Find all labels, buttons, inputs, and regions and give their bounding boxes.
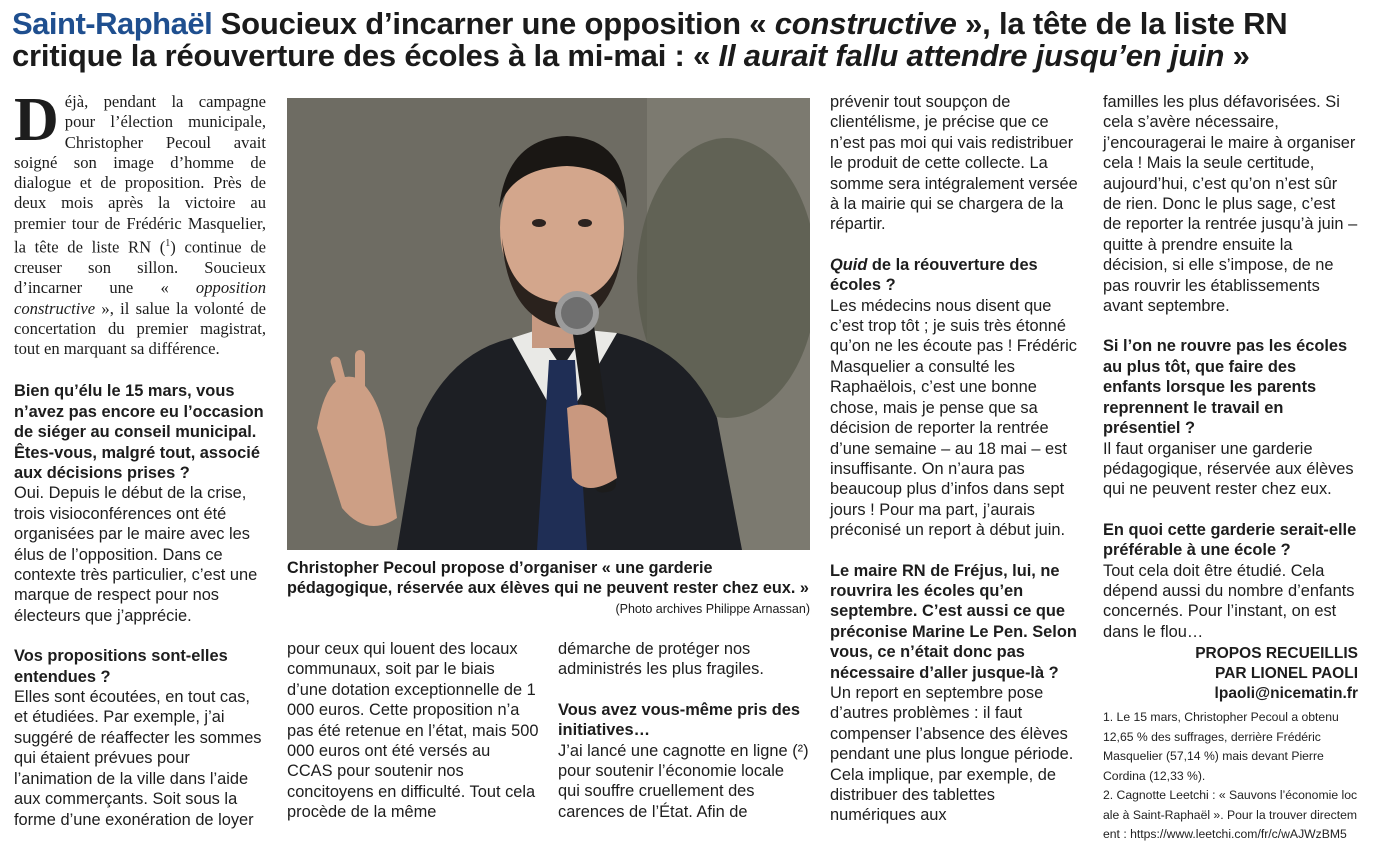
signature-email[interactable]: lpaoli@nicematin.fr [1214, 685, 1358, 703]
headline-text-2: », la tête de la liste RN critique la réouverture des écoles à la mi-mai : « [12, 6, 1288, 73]
question-5: Le maire RN de Fréjus, lui, ne rouvrira les écoles qu’en septembre. C’est aussi ce que préconise Marine Le Pen. Selon vous, ce n’était donc pas nécessaire d’aller jusque-là ? [830, 561, 1077, 682]
question-7: En quoi cette garderie serait-elle préférable à une école ? [1103, 520, 1357, 560]
question-4 [830, 255, 1082, 296]
dropcap: D [14, 86, 59, 154]
photo-caption: Christopher Pecoul propose d’organiser « une garderie pédagogique, réservée aux élèves qui ne peuvent rester chez eux. » [287, 559, 809, 597]
answer-2-part-3: démarche de protéger nos administrés les plus fragiles. [558, 640, 764, 679]
intro-note-ref: 1 [165, 238, 171, 250]
question-2: Vos propositions sont-elles entendues ? [14, 647, 228, 686]
footnote-1: 1. Le 15 mars, Christopher Pecoul a obtenu 12,65 % des suffrages, derrière Frédéric Masquelier (57,14 %) mais devant Pierre Cordina (12,33 %). [1103, 710, 1339, 783]
column-5 [1103, 92, 1358, 845]
headline [12, 8, 1362, 72]
answer-6: Il faut organiser une garderie pédagogique, réservée aux élèves qui ne peuvent rester chez eux. [1103, 439, 1354, 499]
signature-line-1: PROPOS RECUEILLIS [1195, 645, 1358, 663]
column-3 [558, 639, 810, 822]
answer-3-part-1: J’ai lancé une cagnotte en ligne (²) pour soutenir l’économie locale qui souffre cruellement des carences de l’État. Afin de [558, 741, 809, 821]
answer-2-part-2: pour ceux qui louent des locaux communaux, soit par le biais d’une dotation exceptionnelle de 1 000 euros. Cette proposition n’a pas été retenue en l’état, mais 500 000 euros ont été versés au CCAS pour soutenir nos concitoyens en difficulté. Tout cela procède de la même [287, 640, 539, 822]
headline-text-3: » [1224, 38, 1250, 73]
answer-3-part-2: prévenir tout soupçon de clientélisme, je précise que ce n’est pas moi qui vais redistribuer le produit de cette collecte. La somme sera intégralement versée à la mairie qui se chargera de la répartir. [830, 93, 1078, 234]
answer-2-part-1: Elles sont écoutées, en tout cas, et étudiées. Par exemple, j’ai suggéré de réaffecter les sommes qui étaient prévues pour l’animation de la ville dans l’aide aux commerçants. Soit sous la forme d’une exonération de loyer [14, 688, 262, 829]
headline-italic-2: Il aurait fallu attendre jusqu’en juin [718, 38, 1225, 73]
column-4 [830, 92, 1082, 826]
answer-1: Oui. Depuis le début de la crise, trois visioconférences ont été organisées par le maire avec les élus de l’opposition. Dans ce contexte très particulier, c’est une marque de respect pour nos électeurs que j’apprécie. [14, 484, 258, 625]
answer-5-part-1: Un report en septembre pose d’autres problèmes : il faut compenser l’absence des élèves pendant une plus longue période. Cela implique, par exemple, de distribuer des tablettes numériques aux [830, 683, 1074, 825]
headline-text-1: Soucieux d’incarner une opposition « [212, 6, 775, 41]
answer-7: Tout cela doit être étudié. Cela dépend aussi du nombre d’enfants concernés. Pour l’instant, on est dans le flou… [1103, 561, 1355, 641]
column-2 [287, 639, 539, 823]
headline-italic-1: constructive [774, 6, 957, 41]
footnote-2: 2. Cagnotte Leetchi : « Sauvons l’économie locale à Saint-Raphaël ». Pour la trouver directement : https://www.leetchi.com/fr/c/wAJWzBM5 [1103, 788, 1358, 842]
portrait-image [287, 98, 810, 550]
question-6: Si l’on ne rouvre pas les écoles au plus tôt, que faire des enfants lorsque les parents reprennent le travail en présentiel ? [1103, 337, 1348, 438]
intro-italic: opposition constructive [14, 278, 266, 318]
photo-credit: (Photo archives Philippe Arnassan) [615, 602, 810, 616]
intro-text-2: ) continue de creuser son sillon. Soucieux d’incarner une « [14, 237, 267, 298]
column-1 [14, 86, 267, 830]
headline-kicker: Saint-Raphaël [12, 6, 213, 41]
answer-4: Les médecins nous disent que c’est trop tôt ; je suis très étonné qu’on ne les écoute pas ! Frédéric Masquelier a consulté les Raphaëlois, c’est une bonne chose, mais je pense que sa décision de reporter la rentrée d’une semaine – au 18 mai – est insuffisante. On n’aura pas beaucoup plus d’infos dans sept jours ! Pour ma part, j’aurais préconisé un report à début juin. [830, 296, 1077, 540]
question-1: Bien qu’élu le 15 mars, vous n’avez pas encore eu l’occasion de siéger au conseil municipal. Êtes-vous, malgré tout, associé aux décisions prises ? [14, 382, 264, 483]
intro-text-3: », il salue la volonté de concertation du premier magistrat, tout en marquant sa différence. [14, 298, 266, 359]
intro-text-1: éjà, pendant la campagne pour l’élection municipale, Christopher Pecoul avait soigné son image d’homme de dialogue et de proposition. Près de deux mois après la victoire au premier tour de Frédéric Masquelier, la tête de liste RN ( [14, 92, 266, 257]
question-4-rest: de la réouverture des écoles ? [830, 255, 1038, 295]
question-3: Vous avez vous-même pris des initiatives… [558, 700, 801, 740]
intro-paragraph [14, 86, 267, 359]
answer-5-part-2: familles les plus défavorisées. Si cela s’avère nécessaire, j’encouragerai le maire à organiser cela ! Mais la seule certitude, aujourd’hui, c’est qu’on n’est sûr de rien. Donc le plus sage, c’est de reporter la rentrée jusqu’à juin – quitte à prendre ensuite la décision, si elle s’impose, de ne pas rouvrir les établissements avant septembre. [1103, 93, 1358, 316]
signature-line-2: PAR LIONEL PAOLI [1215, 665, 1358, 683]
question-4-italic: Quid [830, 255, 868, 274]
article-photo [287, 98, 810, 550]
